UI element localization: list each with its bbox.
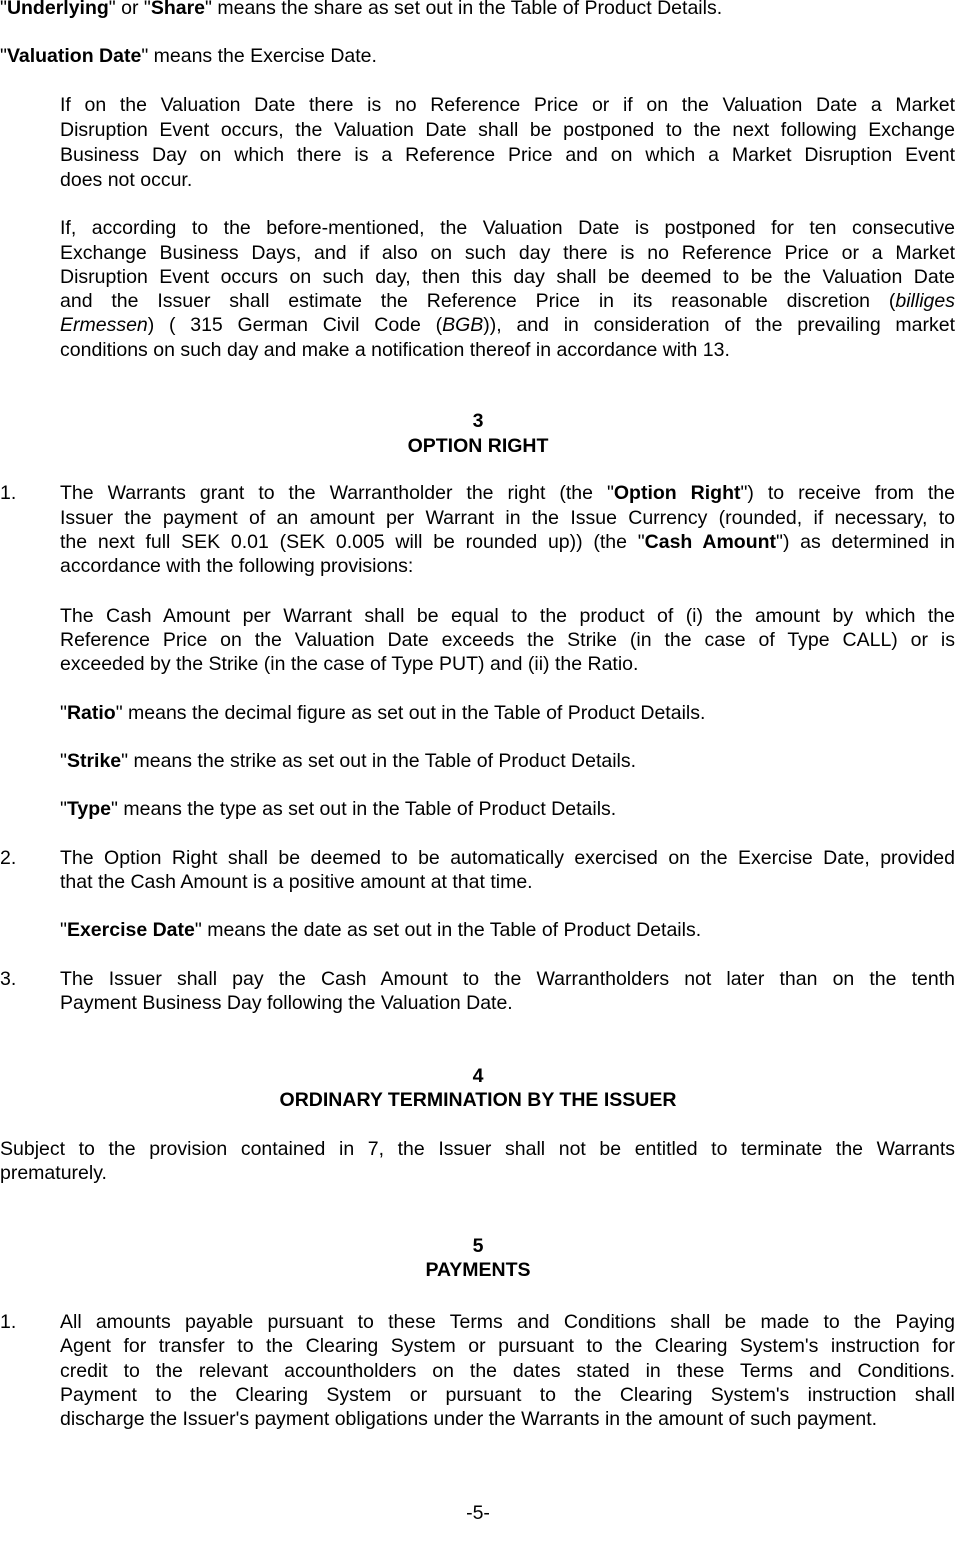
item-number: 2.: [0, 847, 17, 869]
payments-line: Payment to the Clearing System or pursuant to the Clearing System's instruction shall: [60, 1384, 955, 1406]
cash-amount-line: exceeded by the Strike (in the case of Type PUT) and (ii) the Ratio.: [60, 653, 639, 675]
cash-amount-line: The Cash Amount per Warrant shall be equal to the product of (i) the amount by which the: [60, 605, 955, 627]
section-title: PAYMENTS: [425, 1259, 531, 1281]
section-number: 4: [472, 1065, 484, 1087]
section-number: 3: [472, 410, 484, 432]
payments-line: credit to the relevant accountholders on the dates stated in these Terms and Conditions.: [60, 1360, 955, 1382]
termination-line: Subject to the provision contained in 7, the Issuer shall not be entitled to terminate the Warrants: [0, 1138, 955, 1160]
item-line: the next full SEK 0.01 (SEK 0.005 will be rounded up)) (the "Cash Amount") as determined in: [60, 531, 955, 553]
payments-line: discharge the Issuer's payment obligations under the Warrants in the amount of such payment.: [60, 1408, 878, 1430]
item-number: 3.: [0, 968, 17, 990]
section-title: ORDINARY TERMINATION BY THE ISSUER: [279, 1089, 677, 1111]
para-ten-days-line: Exchange Business Days, and if also on such day there is no Reference Price or a Market: [60, 242, 955, 264]
para-ten-days-line: Disruption Event occurs on such day, then this day shall be deemed to be the Valuation Date: [60, 266, 955, 288]
item-line: The Issuer shall pay the Cash Amount to the Warrantholders not later than on the tenth: [60, 968, 955, 990]
item-line: Payment Business Day following the Valuation Date.: [60, 992, 513, 1014]
def-ratio: "Ratio" means the decimal figure as set out in the Table of Product Details.: [60, 702, 706, 724]
para-postpone-line: Business Day on which there is a Reference Price and on which a Market Disruption Event: [60, 144, 955, 166]
item-number: 1.: [0, 1311, 17, 1333]
item-line: accordance with the following provisions:: [60, 555, 414, 577]
para-ten-days-line: and the Issuer shall estimate the Reference Price in its reasonable discretion (billiges: [60, 290, 955, 312]
item-number: 1.: [0, 482, 17, 504]
item-line: that the Cash Amount is a positive amount at that time.: [60, 871, 533, 893]
item-line: The Warrants grant to the Warrantholder the right (the "Option Right") to receive from the: [60, 482, 955, 504]
section-title: OPTION RIGHT: [407, 435, 549, 457]
def-valuation-date: "Valuation Date" means the Exercise Date.: [0, 45, 377, 67]
cash-amount-line: Reference Price on the Valuation Date exceeds the Strike (in the case of Type CALL) or is: [60, 629, 955, 651]
para-ten-days-line: If, according to the before-mentioned, the Valuation Date is postponed for ten consecutive: [60, 217, 955, 239]
page-number: -5-: [466, 1502, 490, 1524]
def-exercise-date: "Exercise Date" means the date as set out in the Table of Product Details.: [60, 919, 702, 941]
def-strike: "Strike" means the strike as set out in the Table of Product Details.: [60, 750, 637, 772]
para-postpone-line: does not occur.: [60, 169, 193, 191]
para-postpone-line: Disruption Event occurs, the Valuation Date shall be postponed to the next following Exchange: [60, 119, 955, 141]
termination-line: prematurely.: [0, 1162, 107, 1184]
para-ten-days-line: Ermessen) ( 315 German Civil Code (BGB)), and in consideration of the prevailing market: [60, 314, 955, 336]
item-line: The Option Right shall be deemed to be automatically exercised on the Exercise Date, provided: [60, 847, 955, 869]
def-underlying: "Underlying" or "Share" means the share as set out in the Table of Product Details.: [0, 0, 723, 19]
para-ten-days-line: conditions on such day and make a notification thereof in accordance with 13.: [60, 339, 730, 361]
payments-line: All amounts payable pursuant to these Terms and Conditions shall be made to the Paying: [60, 1311, 955, 1333]
para-postpone-line: If on the Valuation Date there is no Reference Price or if on the Valuation Date a Market: [60, 94, 955, 116]
def-type: "Type" means the type as set out in the Table of Product Details.: [60, 798, 617, 820]
section-number: 5: [472, 1235, 484, 1257]
item-line: Issuer the payment of an amount per Warrant in the Issue Currency (rounded, if necessary, to: [60, 507, 955, 529]
payments-line: Agent for transfer to the Clearing System or pursuant to the Clearing System's instruction for: [60, 1335, 955, 1357]
